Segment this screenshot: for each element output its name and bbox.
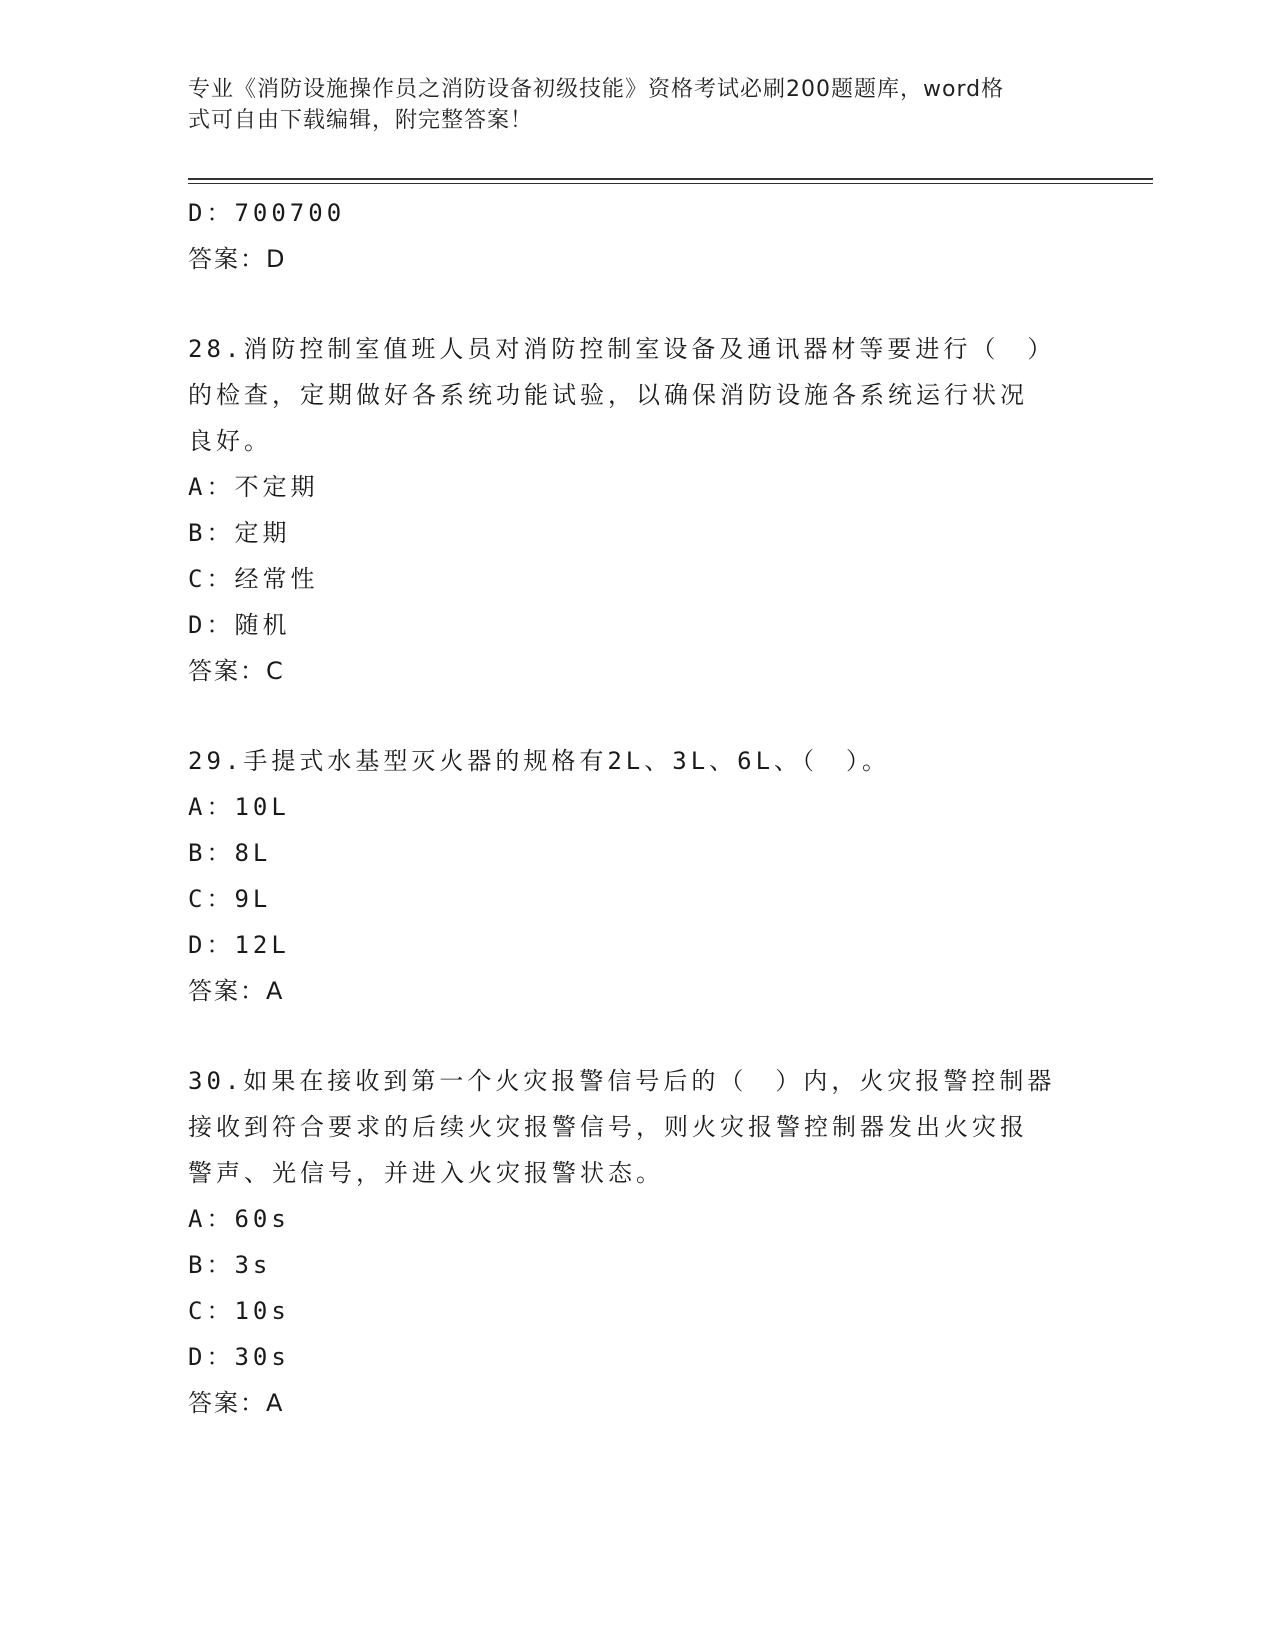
- option-a: A：10L: [188, 793, 290, 821]
- option-c: C：9L: [188, 885, 272, 913]
- question-30: [188, 1058, 1088, 1426]
- question-text-line: 29.手提式水基型灭火器的规格有2L、3L、6L、（ ）。: [188, 747, 891, 775]
- option-c: C：10s: [188, 1297, 290, 1325]
- option-a: A：60s: [188, 1205, 290, 1233]
- header-divider-thin: [188, 183, 1153, 184]
- option-b: B：3s: [188, 1251, 272, 1279]
- option-a: A：不定期: [188, 473, 319, 501]
- answer-line: 答案：D: [188, 245, 287, 273]
- option-b: B：定期: [188, 519, 291, 547]
- option-d: D：30s: [188, 1343, 290, 1371]
- document-body: [188, 190, 1088, 1426]
- header-line-2: 式可自由下载编辑，附完整答案！: [188, 108, 534, 133]
- question-text-line: 接收到符合要求的后续火灾报警信号，则火灾报警控制器发出火灾报: [188, 1113, 1028, 1141]
- question-text-line: 的检查，定期做好各系统功能试验，以确保消防设施各系统运行状况: [188, 381, 1028, 409]
- header-divider-thick: [188, 178, 1153, 180]
- question-29: [188, 738, 1088, 1014]
- header-line-1: 专业《消防设施操作员之消防设备初级技能》资格考试必刷200题题库，word格: [188, 77, 1005, 102]
- question-text-line: 28.消防控制室值班人员对消防控制室设备及通讯器材等要进行（ ）: [188, 335, 1056, 363]
- previous-question-tail: [188, 190, 1088, 282]
- question-text-line: 良好。: [188, 427, 272, 455]
- question-28: [188, 326, 1088, 694]
- option-b: B：8L: [188, 839, 272, 867]
- question-text: [188, 1058, 1078, 1196]
- question-text-line: 警声、光信号，并进入火灾报警状态。: [188, 1159, 664, 1187]
- answer-line: 答案：A: [188, 977, 285, 1005]
- answer-line: 答案：A: [188, 1389, 285, 1417]
- option-d: D：12L: [188, 931, 290, 959]
- answer-line: 答案：C: [188, 657, 285, 685]
- document-header: [188, 74, 1088, 136]
- option-c: C：经常性: [188, 565, 319, 593]
- question-text: [188, 738, 1078, 784]
- question-text: [188, 326, 1078, 464]
- question-text-line: 30.如果在接收到第一个火灾报警信号后的（ ）内，火灾报警控制器: [188, 1067, 1056, 1095]
- option-d: D：随机: [188, 611, 291, 639]
- option-d: D：700700: [188, 199, 346, 227]
